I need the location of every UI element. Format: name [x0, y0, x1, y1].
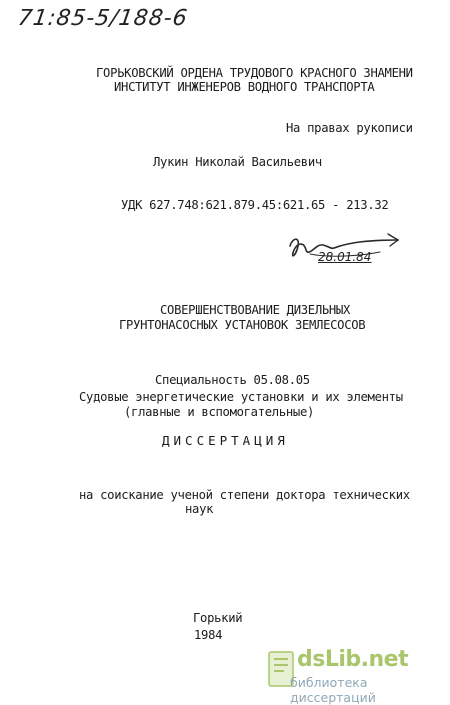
city: Горький: [193, 611, 243, 625]
udc-code: УДК 627.748:621.879.45:621.65 - 213.32: [121, 198, 389, 212]
institution-name-line-1: ГОРЬКОВСКИЙ ОРДЕНА ТРУДОВОГО КРАСНОГО ЗНАМЕНИ: [96, 66, 413, 80]
specialty-name-line-2: (главные и вспомогательные): [124, 405, 315, 419]
author-name: Лукин Николай Васильевич: [153, 155, 322, 169]
specialty-code: Специальность 05.08.05: [155, 373, 310, 387]
watermark-caption: библиотека диссертаций: [290, 675, 376, 705]
dissertation-title-line-1: СОВЕРШЕНСТВОВАНИЕ ДИЗЕЛЬНЫХ: [160, 303, 351, 317]
document-type-heading: ДИССЕРТАЦИЯ: [162, 433, 289, 448]
archive-number: 71:85-5/188-6: [16, 6, 190, 31]
manuscript-rights-note: На правах рукописи: [286, 121, 413, 135]
degree-line-2: наук: [185, 502, 214, 516]
year: 1984: [194, 628, 223, 642]
dissertation-title-line-2: ГРУНТОНАСОСНЫХ УСТАНОВОК ЗЕМЛЕСОСОВ: [119, 318, 366, 332]
watermark-brand: dsLib.net: [297, 647, 409, 672]
signature-date: 28.01.84: [318, 250, 372, 264]
degree-line-1: на соискание ученой степени доктора технических: [79, 488, 410, 502]
specialty-name-line-1: Судовые энергетические установки и их элементы: [79, 390, 403, 404]
institution-name-line-2: ИНСТИТУТ ИНЖЕНЕРОВ ВОДНОГО ТРАНСПОРТА: [114, 80, 375, 94]
